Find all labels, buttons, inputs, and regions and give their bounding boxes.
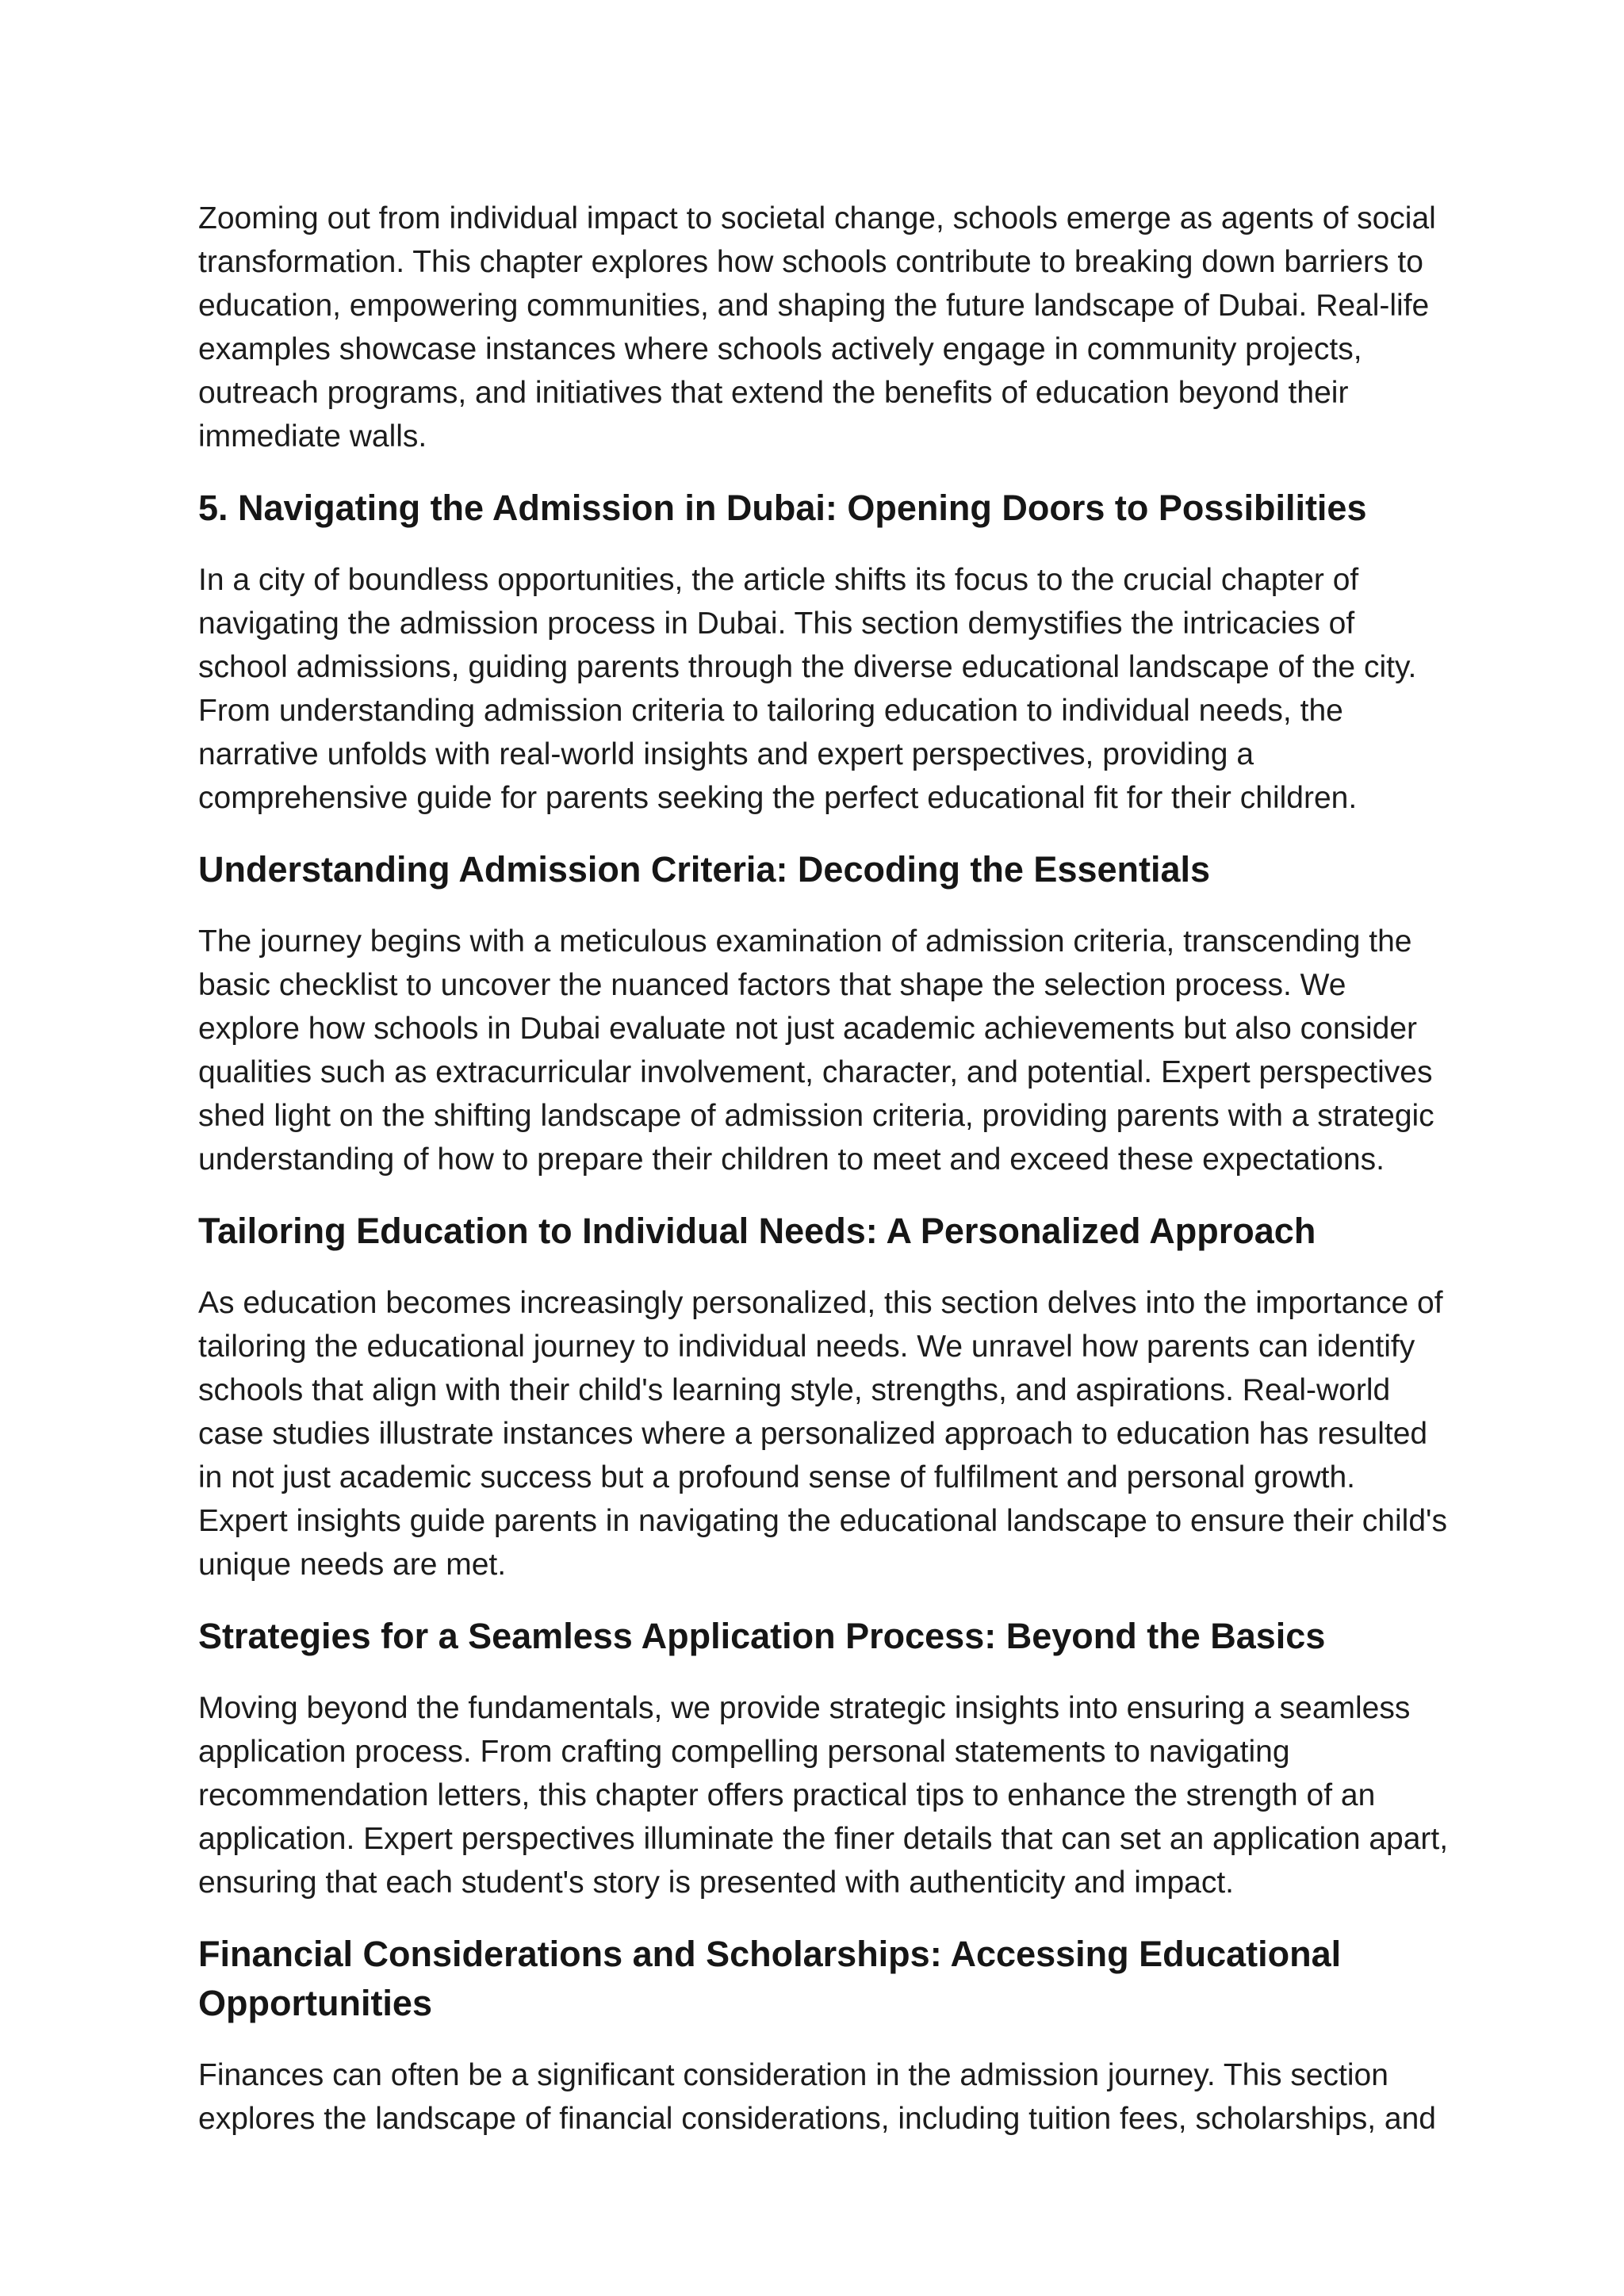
- heading-navigating-admission: 5. Navigating the Admission in Dubai: Opening Doors to Possibilities: [198, 488, 1367, 528]
- heading-application-strategies: Strategies for a Seamless Application Process: Beyond the Basics: [198, 1616, 1326, 1656]
- paragraph-individual-needs: As education becomes increasingly personalized, this section delves into the importance of tailoring the educational journey to individual needs. We unravel how parents can identify schools that align with their child's learning style, strengths, and aspirations. Real-world case studies illustrate instances where a personalized approach to education has resulted in not just academic success but a profound sense of fulfilment and personal growth. Expert insights guide parents in navigating the educational landscape to ensure their child's unique needs are met.: [198, 1286, 1447, 1582]
- heading-financial-considerations: Financial Considerations and Scholarships: Accessing Educational Opportunities: [198, 1934, 1342, 2023]
- paragraph-community-transformation: Zooming out from individual impact to societal change, schools emerge as agents of social transformation. This chapter explores how schools contribute to breaking down barriers to education, empowering communities, and shaping the future landscape of Dubai. Real-life examples showcase instances where schools actively engage in community projects, outreach programs, and initiatives that extend the benefits of education beyond their immediate walls.: [198, 201, 1436, 453]
- paragraph-financial-considerations: Finances can often be a significant consideration in the admission journey. This section explores the landscape of financial considerations, including tuition fees, scholarships, and: [198, 2058, 1436, 2136]
- paragraph-admission-overview: In a city of boundless opportunities, the article shifts its focus to the crucial chapter of navigating the admission process in Dubai. This section demystifies the intricacies of school admissions, guiding parents through the diverse educational landscape of the city. From understanding admission criteria to tailoring education to individual needs, the narrative unfolds with real-world insights and expert perspectives, providing a comprehensive guide for parents seeking the perfect educational fit for their children.: [198, 563, 1417, 815]
- heading-individual-needs: Tailoring Education to Individual Needs: A Personalized Approach: [198, 1211, 1316, 1251]
- paragraph-application-strategies: Moving beyond the fundamentals, we provide strategic insights into ensuring a seamless application process. From crafting compelling personal statements to navigating recommendation letters, this chapter offers practical tips to enhance the strength of an application. Expert perspectives illuminate the finer details that can set an application apart, ensuring that each student's story is presented with authenticity and impact.: [198, 1691, 1449, 1900]
- paragraph-admission-criteria: The journey begins with a meticulous examination of admission criteria, transcending the basic checklist to uncover the nuanced factors that shape the selection process. We explore how schools in Dubai evaluate not just academic achievements but also consider qualities such as extracurricular involvement, character, and potential. Expert perspectives shed light on the shifting landscape of admission criteria, providing parents with a strategic understanding of how to prepare their children to meet and exceed these expectations.: [198, 924, 1434, 1177]
- heading-admission-criteria: Understanding Admission Criteria: Decoding the Essentials: [198, 849, 1211, 890]
- document-body: [198, 197, 1450, 2141]
